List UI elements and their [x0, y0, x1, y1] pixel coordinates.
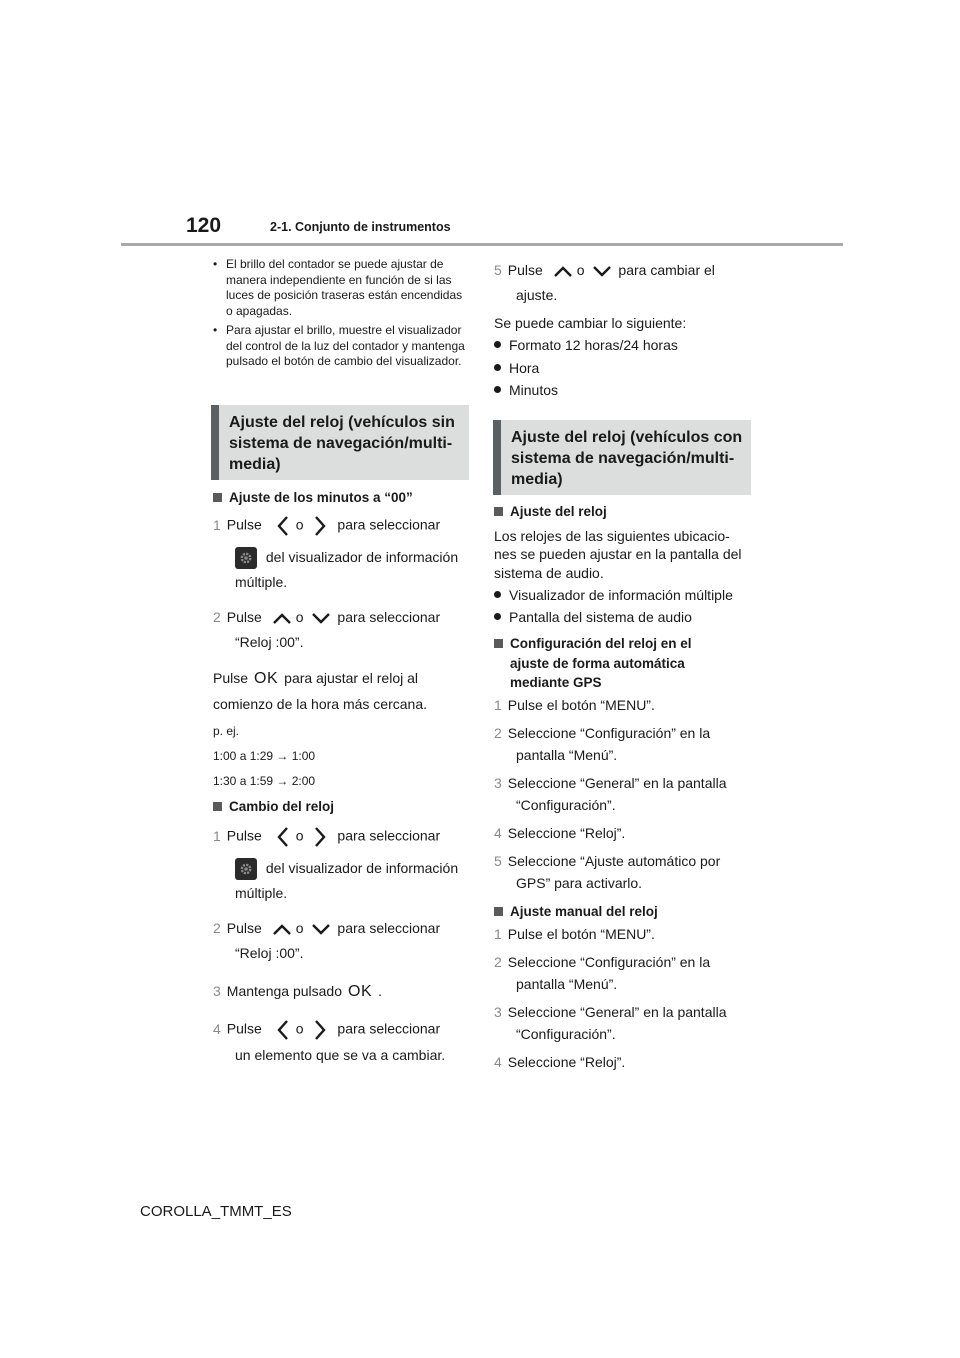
- bullet-item: Formato 12 horas/24 horas: [494, 336, 678, 354]
- bullet-item: Hora: [494, 359, 539, 377]
- step-line: pantalla “Menú”.: [516, 976, 618, 992]
- bullet-item: Minutos: [494, 381, 558, 399]
- example-line: 1:30 a 1:59 → 2:00: [213, 774, 316, 788]
- chevron-right-icon: [313, 1019, 327, 1041]
- note-item: • El brillo del contador se puede ajustar de manera independiente en función de si las luces de posición traseras están encendidas o apagadas.: [213, 257, 473, 319]
- paragraph-line: Los relojes de las siguientes ubicacio-: [494, 528, 730, 544]
- bullet-icon: [494, 613, 501, 620]
- step-line: “Configuración”.: [516, 1026, 616, 1042]
- step: 2 Seleccione “Configuración” en la: [494, 954, 711, 970]
- square-bullet-icon: [494, 507, 503, 516]
- section-heading: Ajuste del reloj (vehículos con sistema de navegación/multi- media): [493, 420, 751, 495]
- step: 4 Pulse o para seleccionar: [213, 1019, 473, 1041]
- step: 1 Pulse el botón “MENU”.: [494, 926, 655, 942]
- step: 3 Seleccione “General” en la pantalla: [494, 1004, 727, 1020]
- section-title: 2-1. Conjunto de instrumentos: [270, 220, 451, 234]
- bullet-icon: [494, 386, 501, 393]
- step: 5 Pulse o para cambiar el: [494, 262, 715, 278]
- gear-icon: [235, 547, 257, 569]
- subheading: Ajuste de los minutos a “00”: [213, 488, 413, 507]
- header-divider: [121, 243, 843, 246]
- square-bullet-icon: [213, 493, 222, 502]
- section-heading: Ajuste del reloj (vehículos sin sistema de navegación/multi- media): [211, 405, 469, 480]
- page-number: 120: [186, 214, 222, 237]
- chevron-left-icon: [276, 1019, 290, 1041]
- step: 2 Pulse o para seleccionar: [213, 609, 441, 625]
- bullet-icon: [494, 364, 501, 371]
- note-text: Para ajustar el brillo, muestre el visualizador del control de la luz del contador y mantenga pulsado el botón de cambio del visualizador.: [226, 323, 465, 368]
- subheading: Ajuste del reloj: [494, 502, 607, 521]
- step: 1 Pulse o para seleccionar: [213, 515, 473, 537]
- chevron-up-icon: [553, 264, 573, 278]
- step-line: pantalla “Menú”.: [516, 747, 618, 763]
- subheading: Configuración del reloj en el ajuste de forma automática mediante GPS: [494, 634, 692, 693]
- ok-button-icon: OK: [348, 983, 373, 1000]
- square-bullet-icon: [213, 802, 222, 811]
- chevron-right-icon: [313, 826, 327, 848]
- step: 4 Seleccione “Reloj”.: [494, 1054, 626, 1070]
- bullet-item: Pantalla del sistema de audio: [494, 608, 692, 626]
- paragraph: Se puede cambiar lo siguiente:: [494, 315, 687, 331]
- step: 3 Mantenga pulsado OK .: [213, 983, 383, 1000]
- step-line: “Reloj :00”.: [235, 634, 304, 650]
- paragraph-line: nes se pueden ajustar en la pantalla del: [494, 546, 742, 562]
- chevron-down-icon: [311, 611, 331, 625]
- bullet-item: Visualizador de información múltiple: [494, 586, 733, 604]
- chevron-up-icon: [272, 922, 292, 936]
- step-line: un elemento que se va a cambiar.: [235, 1047, 446, 1063]
- square-bullet-icon: [494, 907, 503, 916]
- chevron-down-icon: [311, 922, 331, 936]
- step-line: “Configuración”.: [516, 797, 616, 813]
- step-line: GPS” para activarlo.: [516, 875, 643, 891]
- step: 3 Seleccione “General” en la pantalla: [494, 775, 727, 791]
- step: 1 Pulse el botón “MENU”.: [494, 697, 655, 713]
- subheading: Cambio del reloj: [213, 797, 334, 816]
- chevron-down-icon: [592, 264, 612, 278]
- subheading: Ajuste manual del reloj: [494, 902, 658, 921]
- step-line: múltiple.: [235, 885, 288, 901]
- step: 4 Seleccione “Reloj”.: [494, 825, 626, 841]
- document-code: COROLLA_TMMT_ES: [140, 1203, 292, 1220]
- paragraph-line: sistema de audio.: [494, 565, 604, 581]
- step-line: “Reloj :00”.: [235, 945, 304, 961]
- gear-icon: [235, 858, 257, 880]
- bullet-icon: [494, 591, 501, 598]
- step: 2 Pulse o para seleccionar: [213, 920, 441, 936]
- step-line: ajuste.: [516, 287, 558, 303]
- paragraph: Pulse OK para ajustar el reloj al: [213, 670, 419, 687]
- step-line: del visualizador de información: [235, 547, 458, 569]
- note-text: El brillo del contador se puede ajustar de manera independiente en función de si las luces de posición traseras están encendidas o apagadas.: [226, 257, 463, 318]
- chevron-up-icon: [272, 611, 292, 625]
- example-label: p. ej.: [213, 724, 240, 738]
- step: 2 Seleccione “Configuración” en la: [494, 725, 711, 741]
- bullet-icon: [494, 341, 501, 348]
- step: 1 Pulse o para seleccionar: [213, 826, 473, 848]
- paragraph-line: comienzo de la hora más cercana.: [213, 696, 427, 712]
- chevron-left-icon: [276, 515, 290, 537]
- step-line: del visualizador de información: [235, 858, 458, 880]
- square-bullet-icon: [494, 639, 503, 648]
- step: 5 Seleccione “Ajuste automático por: [494, 853, 721, 869]
- ok-button-icon: OK: [254, 670, 279, 687]
- example-line: 1:00 a 1:29 → 1:00: [213, 749, 316, 763]
- chevron-left-icon: [276, 826, 290, 848]
- note-item: • Para ajustar el brillo, muestre el visualizador del control de la luz del contador y mantenga pulsado el botón de cambio del visualizador.: [213, 323, 473, 385]
- chevron-right-icon: [313, 515, 327, 537]
- step-line: múltiple.: [235, 574, 288, 590]
